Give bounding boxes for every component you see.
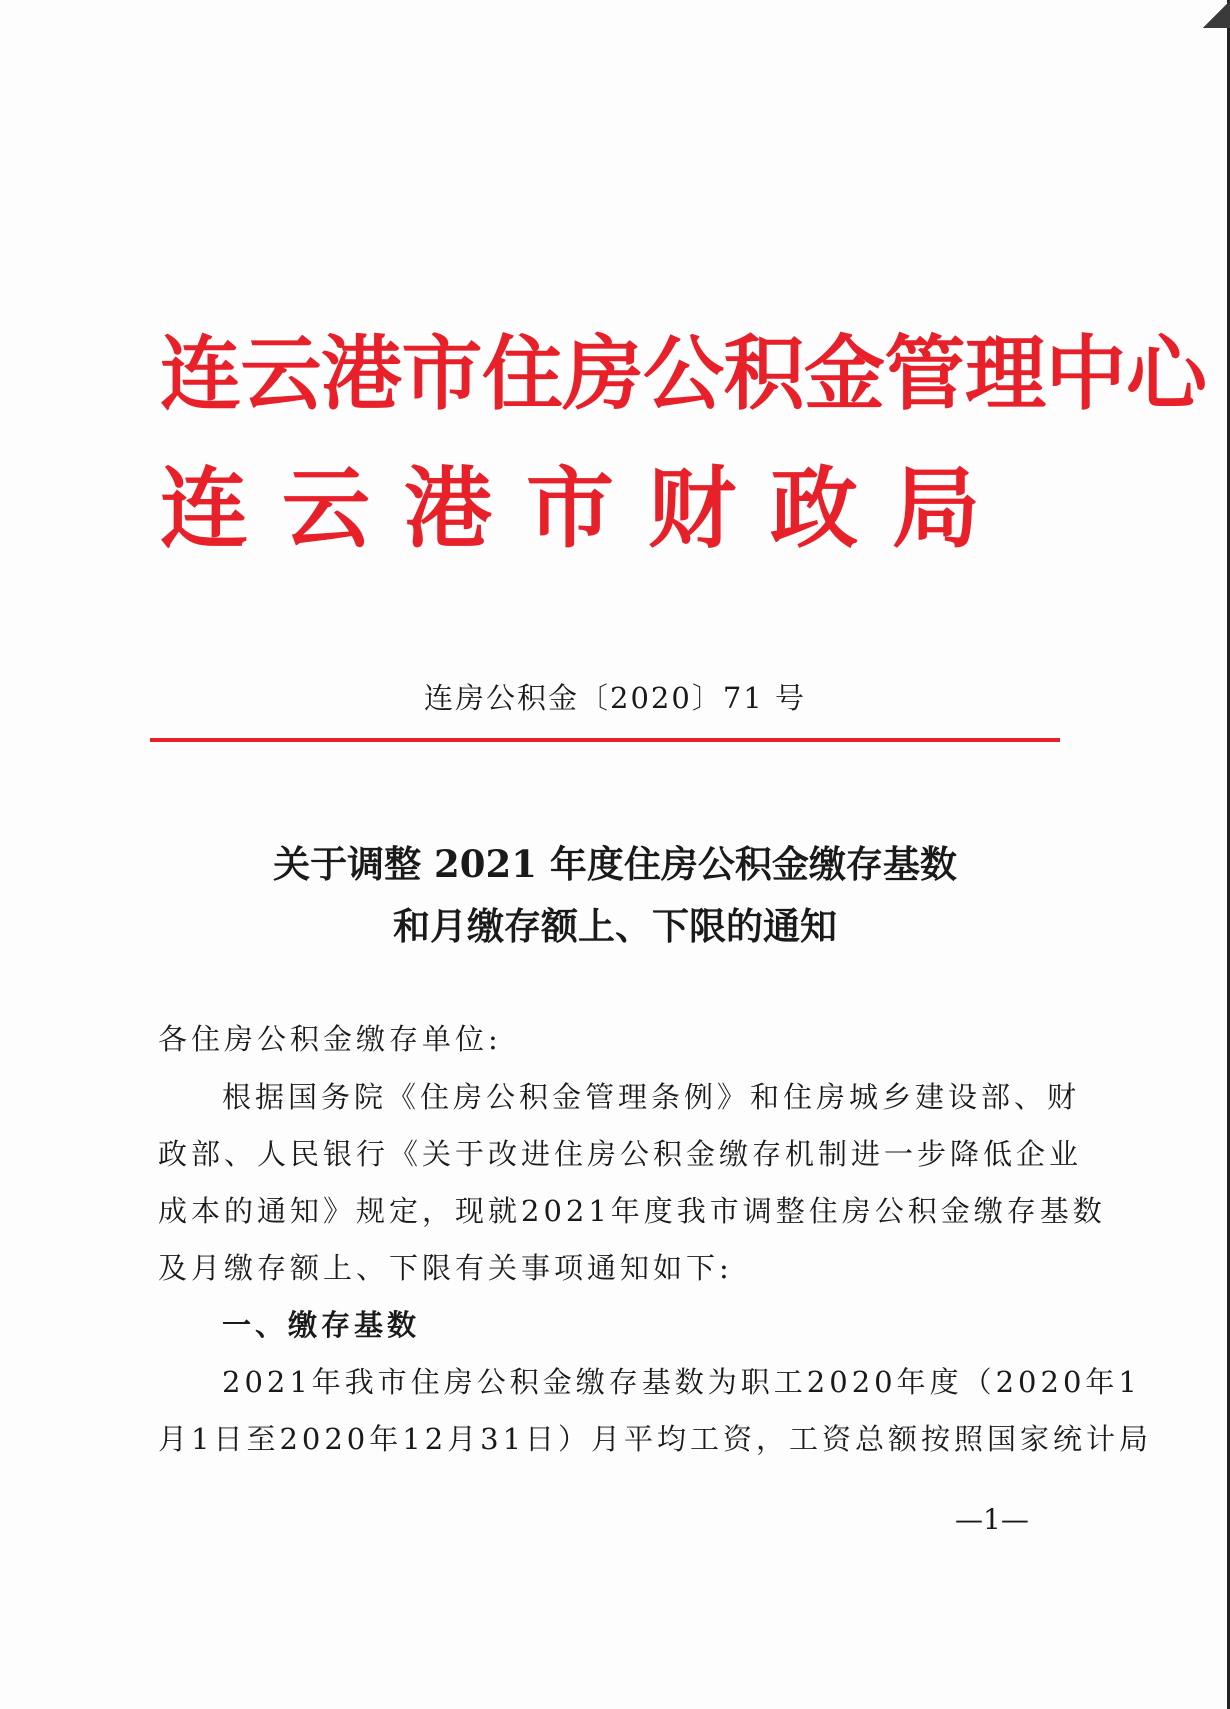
paragraph-2-line-1: 2021年我市住房公积金缴存基数为职工2020年度（2020年1 (222, 1365, 1141, 1399)
page-number: —1— (955, 1503, 1029, 1536)
document-number: 连房公积金〔2020〕71 号 (424, 681, 806, 715)
paragraph-1-line-1: 根据国务院《住房公积金管理条例》和住房城乡建设部、财 (222, 1080, 1081, 1114)
salutation: 各住房公积金缴存单位: (158, 1022, 502, 1056)
notice-title-line-2: 和月缴存额上、下限的通知 (393, 904, 837, 948)
paragraph-1-line-4: 及月缴存额上、下限有关事项通知如下: (158, 1251, 733, 1285)
red-separator-line (150, 738, 1060, 742)
notice-title-line-1: 关于调整 2021 年度住房公积金缴存基数 (273, 842, 957, 886)
issuer-name-housing-fund-center: 连云港市住房公积金管理中心 (160, 328, 1207, 422)
paragraph-1-line-3: 成本的通知》规定，现就2021年度我市调整住房公积金缴存基数 (158, 1194, 1106, 1228)
paragraph-2-line-2: 月1日至2020年12月31日）月平均工资，工资总额按照国家统计局 (158, 1422, 1153, 1456)
scan-folded-corner (1190, 0, 1230, 28)
section-1-heading: 一、缴存基数 (222, 1308, 421, 1342)
issuer-name-finance-bureau: 连云港市财政局 (160, 457, 1015, 560)
paragraph-1-line-2: 政部、人民银行《关于改进住房公积金缴存机制进一步降低企业 (158, 1137, 1083, 1171)
